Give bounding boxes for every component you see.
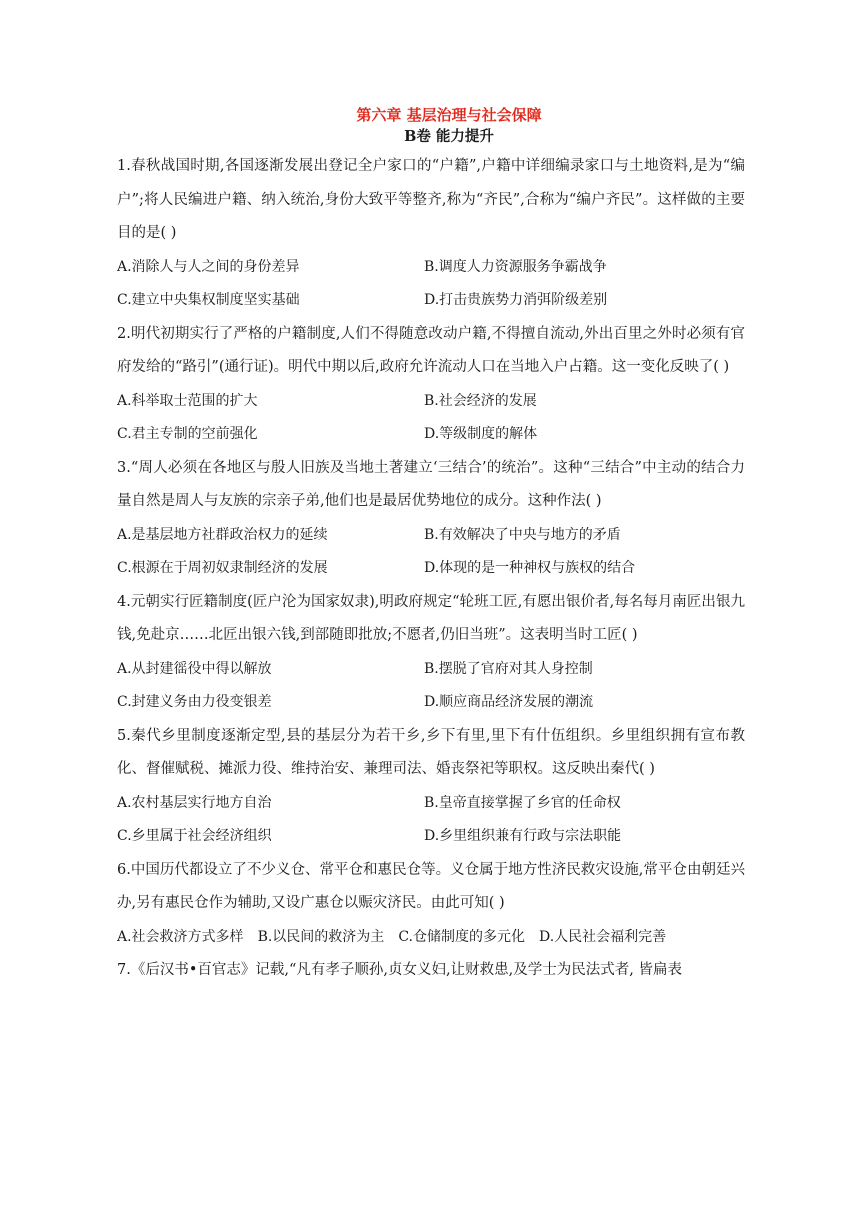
question-5	[117, 720, 745, 854]
option-b: B.摆脱了官府对其人身控制	[424, 660, 593, 677]
question-3	[117, 452, 745, 586]
question-4	[117, 586, 745, 720]
question-stem: 7.《后汉书•百官志》记载,“凡有孝子顺孙,贞女义妇,让财救患,及学士为民法式者, 皆扁表	[117, 962, 682, 978]
option-c: C.建立中央集权制度坚实基础	[117, 292, 300, 308]
page-title: 第六章 基层治理与社会保障	[356, 106, 542, 124]
option-b: B.调度人力资源服务争霸战争	[424, 258, 607, 275]
question-stem: 3.“周人必须在各地区与殷人旧族及当地土著建立‘三结合’的统治”。这种“三结合”中主动的结合力量自然是周人与友族的宗亲子弟,他们也是最居优势地位的成分。这种作法( )	[117, 459, 745, 509]
option-b: B.有效解决了中央与地方的矛盾	[424, 526, 621, 543]
question-stem: 5.秦代乡里制度逐渐定型,县的基层分为若干乡,乡下有里,里下有什伍组织。乡里组织拥有宣布教化、督催赋税、摊派力役、维持治安、兼理司法、婚丧祭祀等职权。这反映出秦代( )	[117, 727, 745, 777]
question-stem: 6.中国历代都设立了不少义仓、常平仓和惠民仓等。义仓属于地方性济民救灾设施,常平仓由朝廷兴办,另有惠民仓作为辅助,又设广惠仓以赈灾济民。由此可知( )	[117, 861, 745, 911]
option-c: C.仓储制度的多元化	[398, 928, 525, 945]
option-b: B.以民间的救济为主	[257, 928, 385, 945]
option-list	[117, 251, 745, 318]
option-d: D.等级制度的解体	[424, 426, 538, 442]
question-stem: 1.春秋战国时期,各国逐渐发展出登记全户家口的“户籍”,户籍中详细编录家口与土地资料,是为“编户”;将人民编进户籍、纳入统治,身份大致平等整齐,称为“齐民”,合称为“编户齐民”。这样做的主要目的是( )	[117, 158, 745, 241]
question-7	[117, 954, 745, 988]
document-body	[117, 104, 745, 988]
option-list	[117, 519, 745, 586]
option-list	[117, 787, 745, 854]
option-b: B.社会经济的发展	[424, 392, 537, 409]
option-a: A.消除人与人之间的身份差异	[117, 258, 300, 275]
option-list	[117, 385, 745, 452]
option-a: A.农村基层实行地方自治	[117, 794, 272, 811]
question-2	[117, 318, 745, 452]
option-d: D.打击贵族势力消弭阶级差别	[424, 292, 608, 308]
option-list	[117, 921, 745, 955]
option-c: C.根源在于周初奴隶制经济的发展	[117, 560, 328, 576]
option-d: D.顺应商品经济发展的潮流	[424, 694, 594, 710]
question-6	[117, 854, 745, 955]
option-b: B.皇帝直接掌握了乡官的任命权	[424, 794, 621, 811]
option-c: C.封建义务由力役变银差	[117, 694, 272, 710]
option-list	[117, 653, 745, 720]
page-subtitle: B卷 能力提升	[404, 128, 494, 145]
question-stem: 4.元朝实行匠籍制度(匠户沦为国家奴隶),明政府规定“轮班工匠,有愿出银价者,每名每月南匠出银九钱,免赴京……北匠出银六钱,到部随即批放;不愿者,仍旧当班”。这表明当时工匠( )	[117, 593, 745, 643]
option-a: A.是基层地方社群政治权力的延续	[117, 526, 328, 543]
option-d: D.人民社会福利完善	[538, 928, 667, 945]
option-a: A.科举取士范围的扩大	[117, 392, 258, 409]
question-stem: 2.明代初期实行了严格的户籍制度,人们不得随意改动户籍,不得擅自流动,外出百里之外时必须有官府发给的“路引”(通行证)。明代中期以后,政府允许流动人口在当地入户占籍。这一变化反映了( )	[117, 325, 745, 375]
option-d: D.体现的是一种神权与族权的结合	[424, 560, 636, 576]
option-d: D.乡里组织兼有行政与宗法职能	[424, 828, 622, 844]
option-a: A.从封建徭役中得以解放	[117, 660, 272, 677]
option-a: A.社会救济方式多样	[117, 928, 244, 945]
question-1	[117, 150, 745, 318]
option-c: C.君主专制的空前强化	[117, 426, 258, 442]
option-c: C.乡里属于社会经济组织	[117, 828, 272, 844]
